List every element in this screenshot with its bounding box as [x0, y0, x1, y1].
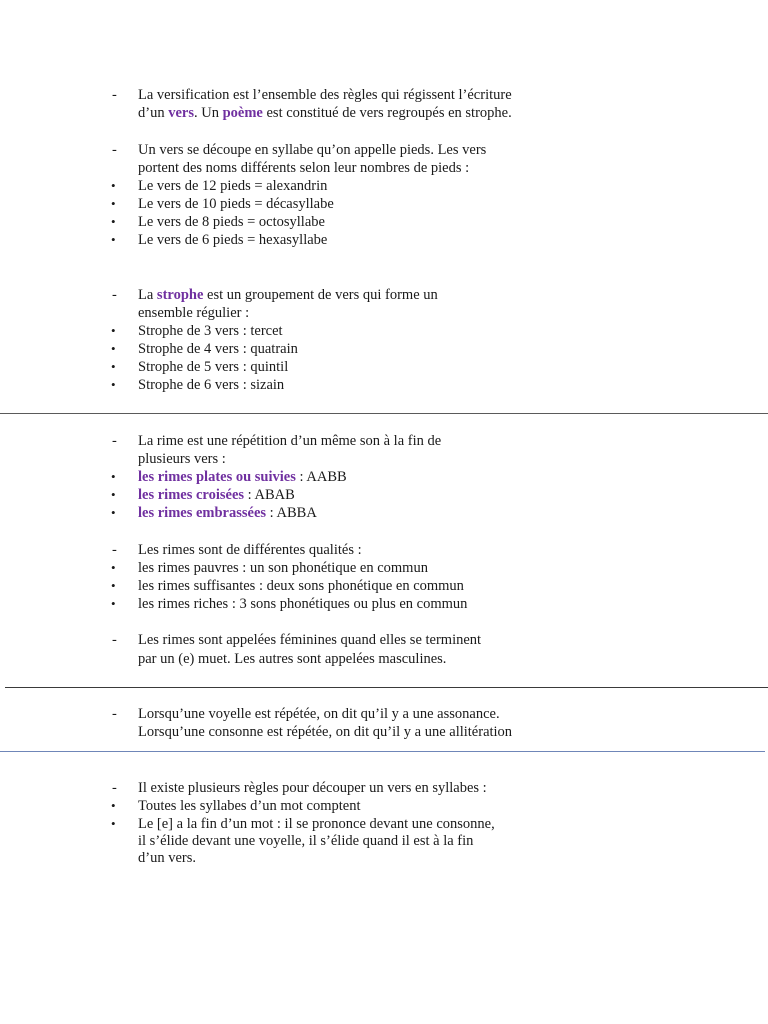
paragraph-text: Un vers se découpe en syllabe qu’on appelle pieds. Les vers	[138, 142, 487, 158]
keyword-poeme: poème	[222, 105, 263, 121]
bullet-marker: •	[111, 323, 116, 338]
list-item-text: Le vers de 10 pieds = décasyllabe	[138, 196, 334, 212]
divider	[0, 751, 765, 752]
list-item-text: les rimes riches : 3 sons phonétiques ou plus en commun	[138, 596, 468, 612]
list-item-text: les rimes suffisantes : deux sons phonétique en commun	[138, 578, 464, 594]
paragraph-text: portent des noms différents selon leur nombres de pieds :	[138, 160, 470, 176]
paragraph-text: Lorsqu’une consonne est répétée, on dit qu’il y a une allitération	[138, 724, 513, 740]
list-item	[0, 486, 768, 504]
text-run: . Un	[193, 105, 223, 121]
paragraph-text: plusieurs vers :	[138, 451, 226, 467]
paragraph-text: Les rimes sont de différentes qualités :	[138, 542, 362, 558]
strophe-paragraph-cont	[0, 304, 768, 322]
separator: :	[295, 469, 307, 485]
paragraph-text: Il existe plusieurs règles pour découper un vers en syllabes :	[138, 780, 487, 796]
genre-paragraph	[0, 631, 768, 649]
list-item	[0, 213, 768, 231]
text-run: est un groupement de vers qui forme un	[203, 287, 438, 303]
dash-marker: -	[112, 632, 117, 648]
qualites-paragraph	[0, 541, 768, 559]
list-item-text: Strophe de 4 vers : quatrain	[138, 341, 298, 357]
sonorite-paragraph-cont	[0, 723, 768, 741]
paragraph-text: ensemble régulier :	[138, 305, 250, 321]
bullet-marker: •	[111, 816, 116, 831]
list-item	[0, 177, 768, 195]
list-item-text: Le vers de 8 pieds = octosyllabe	[138, 214, 325, 230]
list-item-text: Toutes les syllabes d’un mot comptent	[138, 798, 361, 814]
rime-scheme: AABB	[306, 469, 347, 485]
divider	[0, 413, 768, 414]
list-item-text: les rimes pauvres : un son phonétique en commun	[138, 560, 428, 576]
text-run: La	[138, 287, 157, 303]
bullet-marker: •	[111, 377, 116, 392]
rime-scheme: ABAB	[254, 487, 295, 503]
separator: :	[244, 487, 255, 503]
list-item-text: Le vers de 12 pieds = alexandrin	[138, 178, 328, 194]
list-item-text: Le vers de 6 pieds = hexasyllabe	[138, 232, 328, 248]
bullet-marker: •	[111, 487, 116, 502]
paragraph-text	[138, 286, 438, 304]
divider	[5, 687, 768, 688]
list-item-text: Le [e] a la fin d’un mot : il se prononce devant une consonne,	[138, 816, 495, 832]
bullet-marker: •	[111, 359, 116, 374]
dash-marker: -	[112, 542, 117, 558]
list-item	[0, 468, 768, 486]
paragraph-text: Lorsqu’une voyelle est répétée, on dit qu’il y a une assonance.	[138, 706, 500, 722]
bullet-marker: •	[111, 560, 116, 575]
syllabes-paragraph	[0, 779, 768, 797]
keyword-vers: vers	[168, 105, 194, 121]
list-item	[0, 595, 768, 613]
list-item-text: il s’élide devant une voyelle, il s’élide quand il est à la fin	[138, 833, 474, 849]
paragraph-text: par un (e) muet. Les autres sont appelées masculines.	[138, 651, 447, 667]
pieds-paragraph-cont	[0, 159, 768, 177]
list-item-text: d’un vers.	[138, 850, 196, 866]
keyword-strophe: strophe	[156, 287, 204, 303]
bullet-marker: •	[111, 214, 116, 229]
dash-marker: -	[112, 142, 117, 158]
list-item	[0, 231, 768, 249]
list-item-cont	[0, 832, 768, 850]
paragraph-text	[138, 104, 512, 122]
list-item-text: Strophe de 6 vers : sizain	[138, 377, 285, 393]
bullet-marker: •	[111, 232, 116, 247]
dash-marker: -	[112, 433, 117, 449]
bullet-marker: •	[111, 578, 116, 593]
rime-paragraph-cont	[0, 450, 768, 468]
separator: :	[266, 505, 277, 521]
list-item-text: Strophe de 3 vers : tercet	[138, 323, 283, 339]
paragraph-text: La versification est l’ensemble des règles qui régissent l’écriture	[138, 87, 512, 103]
list-item	[0, 797, 768, 815]
versification-paragraph	[0, 86, 768, 104]
paragraph-text: La rime est une répétition d’un même son à la fin de	[138, 433, 442, 449]
list-item-text: Strophe de 5 vers : quintil	[138, 359, 289, 375]
dash-marker: -	[112, 706, 117, 722]
list-item	[0, 195, 768, 213]
strophe-paragraph	[0, 286, 768, 304]
dash-marker: -	[112, 287, 117, 303]
bullet-marker: •	[111, 469, 116, 484]
list-item	[0, 559, 768, 577]
rime-scheme: ABBA	[276, 505, 317, 521]
list-item	[0, 577, 768, 595]
list-item	[0, 376, 768, 394]
genre-paragraph-cont	[0, 650, 768, 668]
bullet-marker: •	[111, 178, 116, 193]
list-item-cont	[0, 849, 768, 867]
bullet-marker: •	[111, 596, 116, 611]
text-run: d’un	[138, 105, 169, 121]
list-item	[0, 504, 768, 522]
bullet-marker: •	[111, 196, 116, 211]
text-run: est constitué de vers regroupés en strophe.	[262, 105, 512, 121]
pieds-paragraph	[0, 141, 768, 159]
list-item-text	[138, 468, 347, 486]
bullet-marker: •	[111, 505, 116, 520]
bullet-marker: •	[111, 341, 116, 356]
sonorite-paragraph	[0, 705, 768, 723]
dash-marker: -	[112, 87, 117, 103]
rime-type-label: les rimes plates ou suivies	[138, 469, 296, 485]
rime-type-label: les rimes embrassées	[138, 505, 267, 521]
versification-paragraph-cont	[0, 104, 768, 122]
bullet-marker: •	[111, 798, 116, 813]
list-item	[0, 358, 768, 376]
paragraph-text: Les rimes sont appelées féminines quand elles se terminent	[138, 632, 482, 648]
rime-paragraph	[0, 432, 768, 450]
rime-type-label: les rimes croisées	[138, 487, 245, 503]
dash-marker: -	[112, 780, 117, 796]
list-item-text	[138, 486, 295, 504]
list-item	[0, 340, 768, 358]
list-item-text	[138, 504, 317, 522]
list-item	[0, 322, 768, 340]
list-item	[0, 815, 768, 833]
